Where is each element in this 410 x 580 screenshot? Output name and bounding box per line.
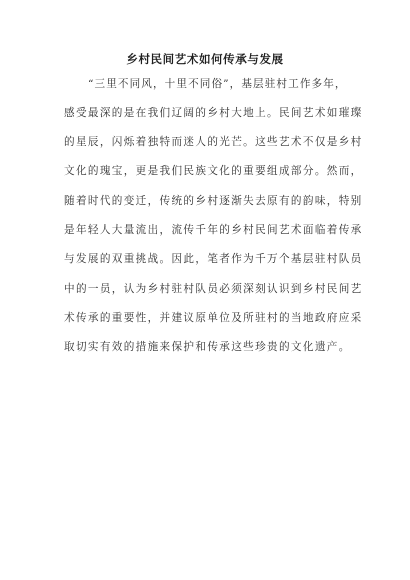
paragraph-line: “三里不同风，十里不同俗”，基层驻村工作多年， (88, 78, 347, 90)
paragraph-line: 与发展的双重挑战。因此，笔者作为千万个基层驻村队员 (64, 253, 363, 265)
paragraph-line: 中的一员，认为乡村驻村队员必须深刻认识到乡村民间艺 (64, 283, 363, 295)
paragraph-line: 取切实有效的措施来保护和传承这些珍贵的文化遗产。 (64, 341, 351, 353)
paragraph-line: 文化的瑰宝，更是我们民族文化的重要组成部分。然而， (64, 165, 363, 177)
paragraph-line: 术传承的重要性，并建议原单位及所驻村的当地政府应采 (64, 312, 363, 324)
paragraph-line: 感受最深的是在我们辽阔的乡村大地上。民间艺术如璀璨 (64, 107, 363, 119)
paragraph-line: 随着时代的变迁，传统的乡村逐渐失去原有的韵味，特别 (64, 195, 363, 207)
document-title: 乡村民间艺术如何传承与发展 (126, 52, 284, 66)
paragraph-line: 是年轻人大量流出，流传千年的乡村民间艺术面临着传承 (64, 224, 363, 236)
paragraph-line: 的星辰，闪烁着独特而迷人的光芒。这些艺术不仅是乡村 (64, 136, 363, 148)
